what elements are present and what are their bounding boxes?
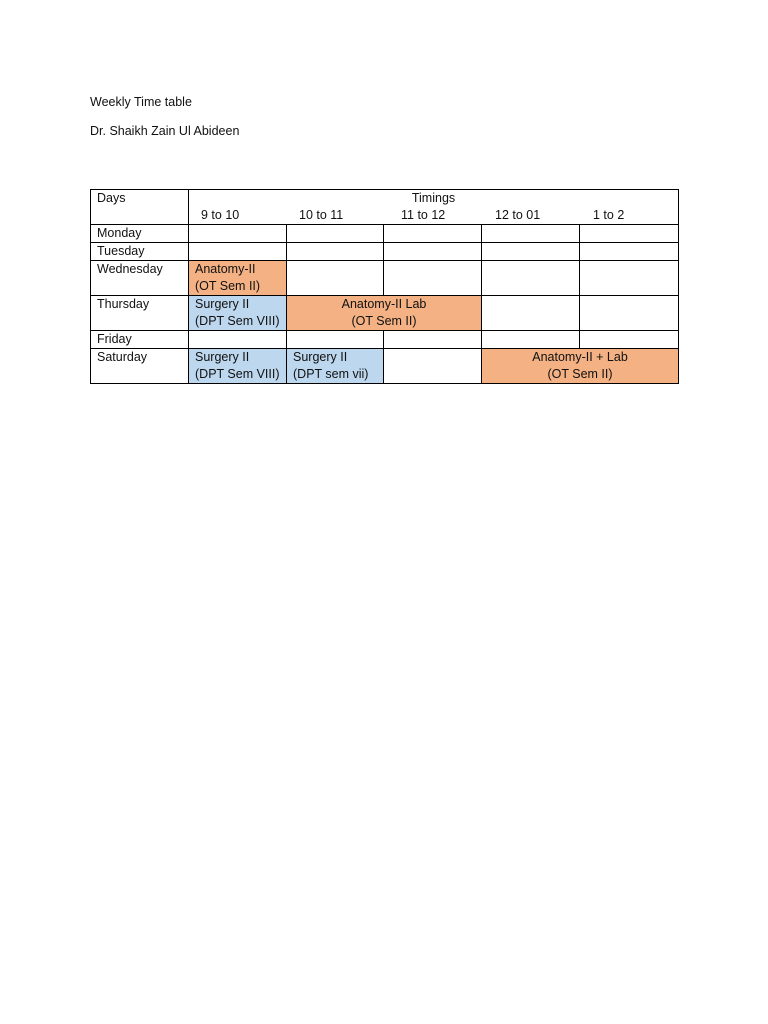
slot-9-to-10: 9 to 10 xyxy=(201,208,240,222)
class-name: Surgery II xyxy=(293,350,348,364)
empty-cell xyxy=(482,243,580,261)
row-tuesday xyxy=(91,243,679,261)
empty-cell xyxy=(580,331,679,349)
days-header: Days xyxy=(91,190,189,225)
day-monday: Monday xyxy=(91,225,189,243)
wednesday-anatomy-cell xyxy=(189,261,287,296)
empty-cell xyxy=(580,225,679,243)
day-tuesday: Tuesday xyxy=(91,243,189,261)
row-monday xyxy=(91,225,679,243)
slot-11-to-12: 11 to 12 xyxy=(401,208,446,222)
empty-cell xyxy=(580,261,679,296)
empty-cell xyxy=(287,243,384,261)
empty-cell xyxy=(189,243,287,261)
empty-cell xyxy=(580,243,679,261)
class-name: Anatomy-II Lab xyxy=(341,297,427,311)
saturday-surgery-viii-cell xyxy=(189,349,287,384)
empty-cell xyxy=(384,331,482,349)
slot-1-to-2: 1 to 2 xyxy=(593,208,625,222)
empty-cell xyxy=(287,225,384,243)
saturday-surgery-vii-cell xyxy=(287,349,384,384)
empty-cell xyxy=(482,296,580,331)
empty-cell xyxy=(384,349,482,384)
class-group: (OT Sem II) xyxy=(547,367,613,381)
day-thursday: Thursday xyxy=(91,296,189,331)
empty-cell xyxy=(384,243,482,261)
empty-cell xyxy=(287,261,384,296)
class-group: (DPT Sem VIII) xyxy=(195,367,280,381)
class-group: (DPT sem vii) xyxy=(293,367,369,381)
day-friday: Friday xyxy=(91,331,189,349)
empty-cell xyxy=(287,331,384,349)
day-saturday: Saturday xyxy=(91,349,189,384)
class-name: Anatomy-II + Lab xyxy=(532,350,628,364)
row-wednesday xyxy=(91,261,679,296)
class-group: (DPT Sem VIII) xyxy=(195,314,280,328)
class-name: Surgery II xyxy=(195,297,250,311)
document-title: Weekly Time table xyxy=(90,95,192,109)
class-name: Anatomy-II xyxy=(195,262,256,276)
thursday-anatomy-lab-cell xyxy=(287,296,482,331)
empty-cell xyxy=(482,261,580,296)
row-saturday xyxy=(91,349,679,384)
slot-10-to-11: 10 to 11 xyxy=(299,208,344,222)
day-wednesday: Wednesday xyxy=(91,261,189,296)
timings-header-cell xyxy=(189,190,679,225)
saturday-anatomy-lab-cell xyxy=(482,349,679,384)
empty-cell xyxy=(384,225,482,243)
thursday-surgery-cell xyxy=(189,296,287,331)
class-group: (OT Sem II) xyxy=(351,314,417,328)
timings-header: Timings xyxy=(411,191,456,205)
empty-cell xyxy=(189,225,287,243)
empty-cell xyxy=(384,261,482,296)
empty-cell xyxy=(580,296,679,331)
document-author: Dr. Shaikh Zain Ul Abideen xyxy=(90,124,240,138)
class-group: (OT Sem II) xyxy=(195,279,261,293)
empty-cell xyxy=(482,331,580,349)
timetable xyxy=(90,189,679,384)
slot-12-to-01: 12 to 01 xyxy=(495,208,541,222)
empty-cell xyxy=(482,225,580,243)
row-thursday xyxy=(91,296,679,331)
header-row xyxy=(91,190,679,225)
class-name: Surgery II xyxy=(195,350,250,364)
empty-cell xyxy=(189,331,287,349)
row-friday xyxy=(91,331,679,349)
